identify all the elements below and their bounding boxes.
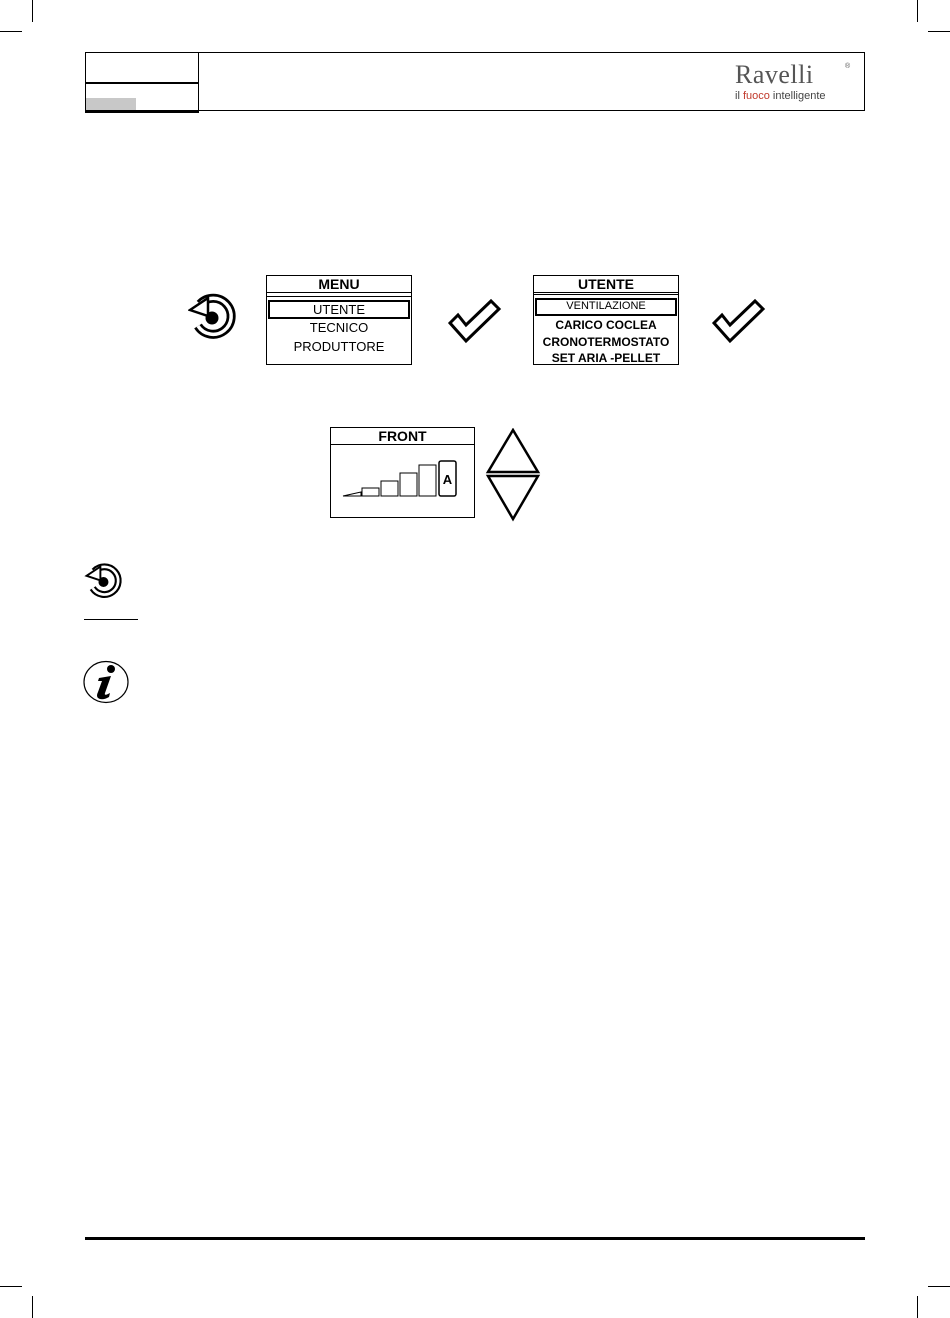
user-item-set-aria-pellet[interactable]: SET ARIA -PELLET (551, 351, 661, 365)
checkmark-icon (446, 297, 502, 345)
checkmark-icon (710, 297, 766, 345)
brand-tagline (735, 90, 826, 102)
tagline-post: intelligente (769, 90, 826, 102)
user-display-title: UTENTE (534, 276, 678, 293)
user-item-carico-coclea[interactable]: CARICO COCLEA (555, 318, 657, 332)
crop-mark (928, 1286, 950, 1287)
menu-display (266, 275, 412, 365)
crop-mark (0, 31, 22, 32)
back-rotate-icon (188, 292, 240, 344)
up-down-arrows-icon[interactable] (485, 428, 541, 522)
crop-mark (32, 0, 33, 22)
title-underline (534, 294, 678, 295)
menu-display-title: MENU (267, 276, 411, 293)
user-display (533, 275, 679, 365)
crop-mark (32, 1296, 33, 1318)
header-cell-divider (85, 82, 199, 84)
crop-mark (0, 1286, 22, 1287)
back-rotate-icon (84, 562, 126, 602)
title-underline (267, 296, 411, 297)
front-display (330, 427, 475, 518)
menu-item-produttore[interactable]: PRODUTTORE (293, 339, 385, 354)
crop-mark (917, 0, 918, 22)
footer-rule (85, 1237, 865, 1240)
menu-item-tecnico[interactable]: TECNICO (309, 320, 369, 335)
front-display-title: FRONT (331, 428, 474, 445)
brand-logo: Ravelli (735, 60, 814, 89)
user-item-ventilazione[interactable]: VENTILAZIONE (535, 298, 677, 316)
crop-mark (928, 31, 950, 32)
header-grey-tab (86, 98, 136, 110)
header-cell-bottom (85, 110, 199, 113)
note-divider (84, 619, 138, 620)
auto-mode-label: A (442, 472, 453, 487)
registered-mark: ® (845, 63, 851, 70)
crop-mark (917, 1296, 918, 1318)
menu-item-utente[interactable]: UTENTE (268, 300, 410, 319)
info-icon (82, 660, 130, 704)
tagline-pre: il (735, 90, 743, 102)
user-item-cronotermostato[interactable]: CRONOTERMOSTATO (542, 335, 670, 349)
tagline-highlight: fuoco (742, 90, 770, 102)
